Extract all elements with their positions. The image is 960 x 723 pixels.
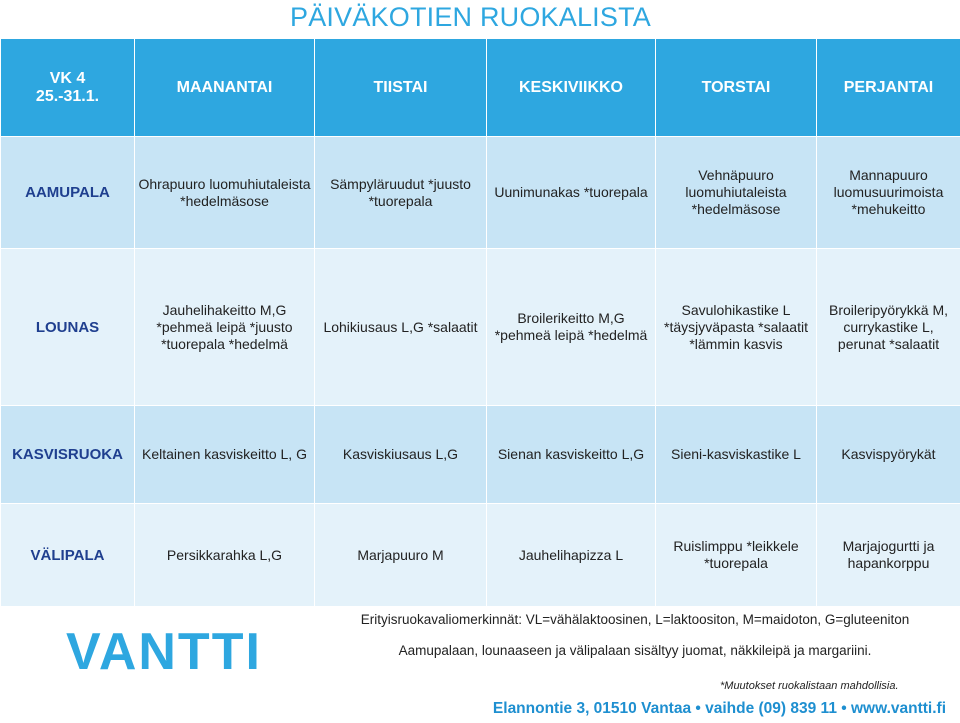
row-label: LOUNAS bbox=[1, 249, 135, 406]
menu-cell: Broileripyörykkä M, currykastike L, perunat *salaatit bbox=[817, 249, 960, 406]
menu-cell: Savulohikastike L *täysjyväpasta *salaatit *lämmin kasvis bbox=[656, 249, 817, 406]
logo-wordmark: VANTTI bbox=[66, 623, 262, 680]
day-header: PERJANTAI bbox=[817, 39, 960, 137]
menu-cell: Persikkarahka L,G bbox=[135, 504, 315, 607]
menu-row-lounas bbox=[1, 249, 960, 406]
menu-cell: Vehnäpuuro luomuhiutaleista *hedelmäsose bbox=[656, 137, 817, 249]
menu-cell: Kasviskiusaus L,G bbox=[315, 406, 487, 504]
menu-cell: Keltainen kasviskeitto L, G bbox=[135, 406, 315, 504]
contact-info: Elannontie 3, 01510 Vantaa • vaihde (09) 839 11 • www.vantti.fi bbox=[492, 700, 946, 717]
menu-cell: Broilerikeitto M,G *pehmeä leipä *hedelmä bbox=[487, 249, 656, 406]
row-label: KASVISRUOKA bbox=[1, 406, 135, 504]
menu-row-kasvisruoka bbox=[1, 406, 960, 504]
menu-cell: Mannapuuro luomusuurimoista *mehukeitto bbox=[817, 137, 960, 249]
week-dates: 25.-31.1. bbox=[35, 87, 100, 105]
menu-cell: Jauhelihapizza L bbox=[487, 504, 656, 607]
menu-cell: Sienan kasviskeitto L,G bbox=[487, 406, 656, 504]
menu-cell: Marjapuuro M bbox=[315, 504, 487, 607]
menu-cell: Ruislimppu *leikkele *tuorepala bbox=[656, 504, 817, 607]
menu-cell: Sieni-kasviskastike L bbox=[656, 406, 817, 504]
menu-row-aamupala bbox=[1, 137, 960, 249]
menu-cell: Sämpyläruudut *juusto *tuorepala bbox=[315, 137, 487, 249]
row-label: AAMUPALA bbox=[1, 137, 135, 249]
menu-cell: Lohikiusaus L,G *salaatit bbox=[315, 249, 487, 406]
day-header: TORSTAI bbox=[656, 39, 817, 137]
vantti-logo bbox=[58, 620, 303, 680]
menu-table bbox=[0, 38, 960, 607]
menu-cell: Kasvispyörykät bbox=[817, 406, 960, 504]
day-header: MAANANTAI bbox=[135, 39, 315, 137]
day-header: TIISTAI bbox=[315, 39, 487, 137]
included-note: Aamupalaan, lounaaseen ja välipalaan sisältyy juomat, näkkileipä ja margariini. bbox=[398, 643, 872, 658]
menu-cell: Marjajogurtti ja hapankorppu bbox=[817, 504, 960, 607]
diet-legend: Erityisruokavaliomerkinnät: VL=vähälaktoosinen, L=laktoositon, M=maidoton, G=gluteeniton bbox=[360, 612, 910, 627]
day-header: KESKIVIIKKO bbox=[487, 39, 656, 137]
page-title: PÄIVÄKOTIEN RUOKALISTA bbox=[290, 2, 651, 32]
menu-cell: Uunimunakas *tuorepala bbox=[487, 137, 656, 249]
menu-cell: Jauhelihakeitto M,G *pehmeä leipä *juusto *tuorepala *hedelmä bbox=[135, 249, 315, 406]
menu-row-valipala bbox=[1, 504, 960, 607]
week-number: VK 4 bbox=[49, 69, 86, 87]
menu-cell: Ohrapuuro luomuhiutaleista *hedelmäsose bbox=[135, 137, 315, 249]
week-cell bbox=[1, 39, 135, 137]
changes-note: *Muutokset ruokalistaan mahdollisia. bbox=[720, 680, 899, 692]
header-row bbox=[1, 39, 960, 137]
row-label: VÄLIPALA bbox=[1, 504, 135, 607]
